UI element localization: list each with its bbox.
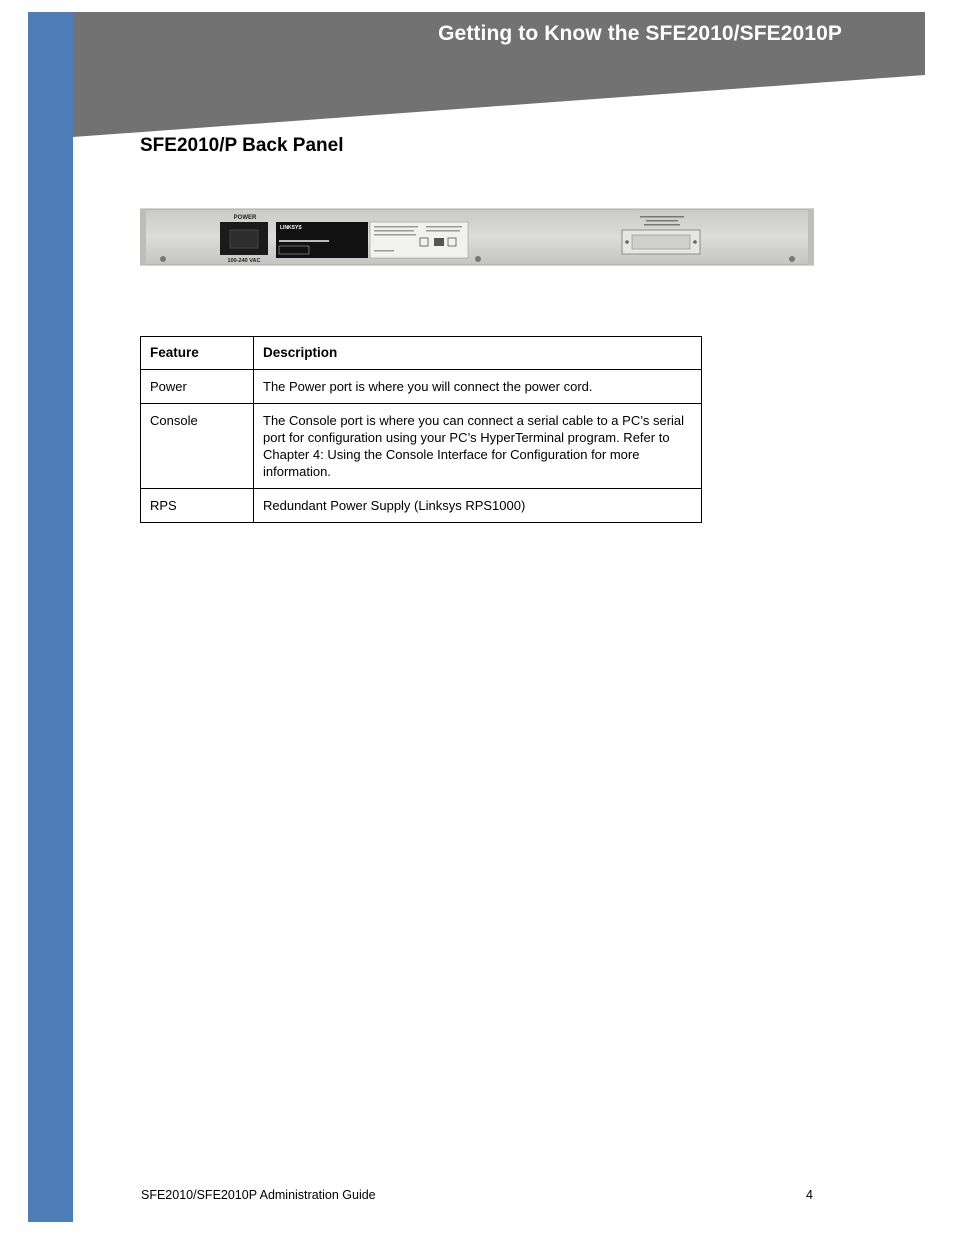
compliance-text-line	[374, 230, 414, 232]
mounting-screw	[475, 256, 481, 262]
table-row	[141, 370, 702, 404]
certification-mark	[434, 238, 444, 246]
feature-cell: Power	[141, 370, 254, 404]
feature-table	[140, 336, 702, 523]
back-panel-image	[140, 208, 814, 266]
voltage-label: 100-240 VAC	[227, 258, 261, 264]
header-feature: Feature	[141, 337, 254, 370]
footer-guide-title: SFE2010/SFE2010P Administration Guide	[141, 1188, 376, 1202]
feature-cell: RPS	[141, 489, 254, 523]
brand-label: LINKSYS	[280, 225, 302, 231]
compliance-text-line	[426, 226, 462, 228]
rps-caption-line	[646, 220, 678, 222]
footer-page-number: 4	[806, 1188, 813, 1202]
section-title: SFE2010/P Back Panel	[140, 135, 344, 156]
left-accent-bar	[28, 12, 73, 1222]
power-socket	[230, 230, 258, 248]
table-row	[141, 489, 702, 523]
rps-caption-line	[644, 224, 680, 226]
table-row	[141, 404, 702, 489]
rps-caption-line	[640, 216, 684, 218]
table-header-row	[141, 337, 702, 370]
label-line	[279, 240, 329, 242]
chapter-title: Getting to Know the SFE2010/SFE2010P	[438, 22, 842, 45]
power-label: POWER	[233, 215, 257, 221]
description-cell: The Power port is where you will connect the power cord.	[254, 370, 702, 404]
panel-left-flange	[140, 209, 146, 265]
description-cell: Redundant Power Supply (Linksys RPS1000)	[254, 489, 702, 523]
description-cell: The Console port is where you can connect a serial cable to a PC’s serial port for configuration using your PC’s HyperTerminal program. Refer to Chapter 4: Using the Console Interface for Configuration for more information.	[254, 404, 702, 489]
feature-cell: Console	[141, 404, 254, 489]
compliance-text-line	[374, 250, 394, 252]
rps-screw	[693, 240, 697, 244]
mounting-screw	[160, 256, 166, 262]
mounting-screw	[789, 256, 795, 262]
header-description: Description	[254, 337, 702, 370]
compliance-text-line	[374, 234, 416, 236]
compliance-text-line	[374, 226, 418, 228]
panel-right-flange	[808, 209, 814, 265]
compliance-text-line	[426, 230, 460, 232]
rps-socket	[632, 235, 690, 249]
rps-screw	[625, 240, 629, 244]
